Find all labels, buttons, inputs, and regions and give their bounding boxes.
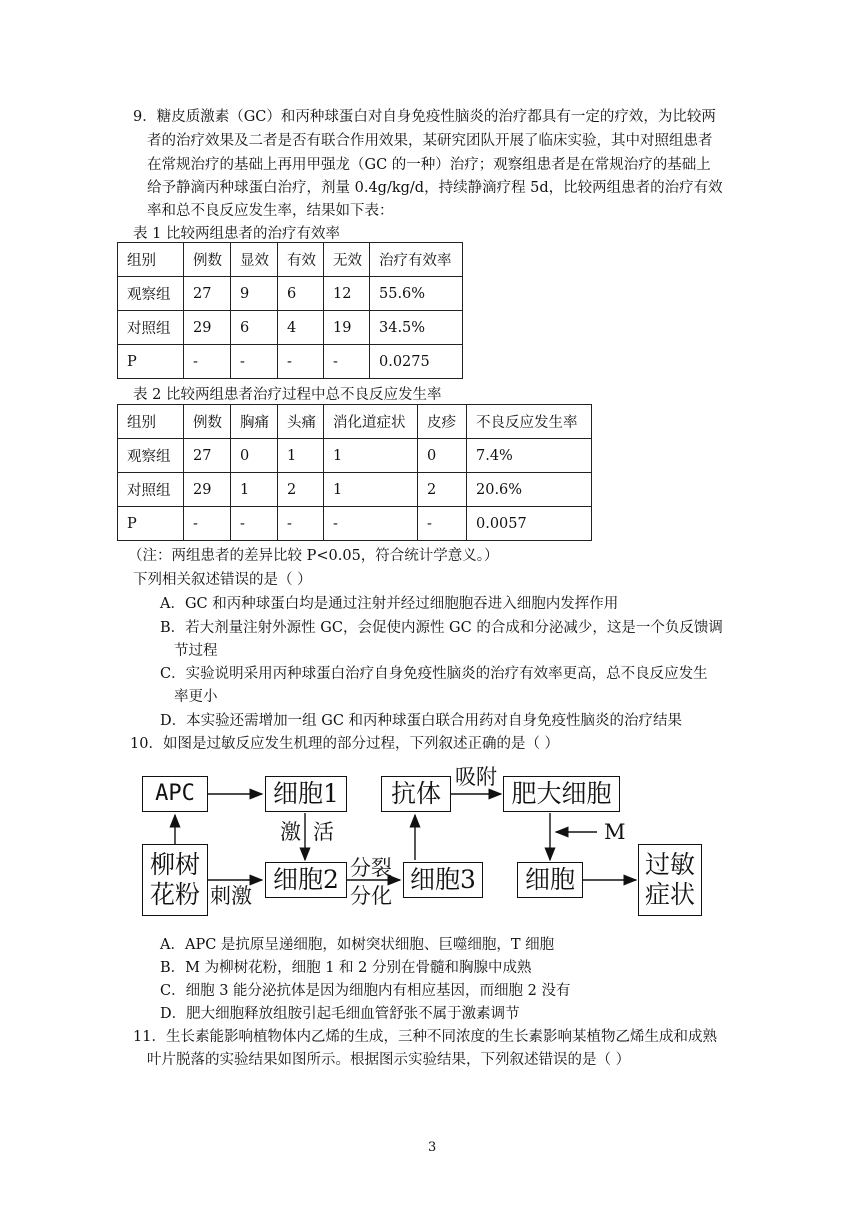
q9-stem-line-3: 在常规治疗的基础上再用甲强龙（GC 的一种）治疗；观察组患者是在常规治疗的基础上 [147, 157, 711, 173]
table2-cell: 1 [278, 439, 324, 473]
q9-stem-line-5: 率和总不良反应发生率，结果如下表： [147, 203, 394, 219]
q10-option-c: C．细胞 3 能分泌抗体是因为细胞内有相应基因，而细胞 2 没有 [160, 983, 571, 999]
table1-caption: 表 1 比较两组患者的治疗有效率 [133, 226, 340, 242]
table1-cell: 55.6% [370, 277, 463, 311]
allergy-symptom-label-1: 过敏 [644, 850, 695, 879]
q9-option-b-line-1: B．若大剂量注射外源性 GC，会促使内源性 GC 的合成和分泌减少，这是一个负反馈调 [160, 620, 723, 636]
table1-cell: P [118, 345, 184, 379]
q9-option-a: A．GC 和丙种球蛋白均是通过注射并经过细胞胞吞进入细胞内发挥作用 [160, 596, 619, 612]
cell2-box: 细胞2 [265, 862, 347, 898]
table2-cell: - [231, 507, 278, 541]
cell1-box: 细胞1 [265, 776, 347, 812]
table2-cell: 观察组 [118, 439, 184, 473]
willow-pollen-label-2: 花粉 [149, 880, 200, 909]
table2-cell: 2 [278, 473, 324, 507]
table2-cell: 0.0057 [467, 507, 592, 541]
willow-pollen-label-1: 柳树 [149, 850, 200, 879]
table2-cell: - [324, 507, 418, 541]
table2-header-cell: 皮疹 [418, 405, 467, 439]
table2-cell: - [418, 507, 467, 541]
split-label: 分裂 [350, 856, 392, 880]
table2-cell: 20.6% [467, 473, 592, 507]
q9-option-b-line-2: 节过程 [174, 643, 218, 659]
table1-cell: 6 [278, 277, 324, 311]
table2-cell: 27 [184, 439, 231, 473]
table1-cell: 0.0275 [370, 345, 463, 379]
table2-cell: 1 [324, 473, 418, 507]
table2-header-cell: 头痛 [278, 405, 324, 439]
table1-header-cell: 有效 [278, 243, 324, 277]
q9-option-d: D．本实验还需增加一组 GC 和丙种球蛋白联合用药对自身免疫性脑炎的治疗结果 [160, 713, 683, 729]
table2-header-cell: 不良反应发生率 [467, 405, 592, 439]
table1-cell: 29 [184, 311, 231, 345]
table2-header-cell: 组别 [118, 405, 184, 439]
q9-stem-line-2: 者的治疗效果及二者是否有联合作用效果，某研究团队开展了临床实验，其中对照组患者 [147, 133, 713, 149]
table2-cell: 2 [418, 473, 467, 507]
table1-cell: - [278, 345, 324, 379]
table1-cell: 4 [278, 311, 324, 345]
table1-header-cell: 例数 [184, 243, 231, 277]
mast-cell-box: 肥大细胞 [503, 776, 620, 812]
q10-option-a: A．APC 是抗原呈递细胞，如树突状细胞、巨噬细胞，T 细胞 [160, 937, 555, 953]
q9-prompt: 下列相关叙述错误的是（ ） [133, 572, 312, 588]
q9-stem-line-4: 给予静滴丙种球蛋白治疗，剂量 0.4g/kg/d，持续静滴疗程 5d，比较两组患者的治疗有效 [147, 180, 723, 196]
willow-pollen-box [142, 844, 208, 916]
table1-header-cell: 组别 [118, 243, 184, 277]
table1-cell: 9 [231, 277, 278, 311]
stimulate-label: 刺激 [210, 884, 252, 908]
table1-cell: 27 [184, 277, 231, 311]
cell3-box: 细胞3 [403, 862, 483, 898]
q9-note: （注：两组患者的差异比较 P<0.05，符合统计学意义。） [128, 548, 499, 564]
m-label: M [604, 820, 626, 844]
q10-option-d: D．肥大细胞释放组胺引起毛细血管舒张不属于激素调节 [160, 1006, 520, 1022]
q9-stem-line-1: 9．糖皮质激素（GC）和丙种球蛋白对自身免疫性脑炎的治疗都具有一定的疗效，为比较两 [133, 109, 716, 125]
antibody-box: 抗体 [381, 776, 451, 812]
activate-label-2: 活 [313, 820, 334, 844]
q9-option-c-line-1: C．实验说明采用丙种球蛋白治疗自身免疫性脑炎的治疗有效率更高，总不良反应发生 [160, 666, 708, 682]
table2-cell: - [278, 507, 324, 541]
table2-cell: 7.4% [467, 439, 592, 473]
table1-cell: 观察组 [118, 277, 184, 311]
table2-cell: 0 [231, 439, 278, 473]
table1-cell: 12 [324, 277, 370, 311]
table1-cell: 19 [324, 311, 370, 345]
apc-box: APC [142, 776, 208, 812]
table1-cell: - [184, 345, 231, 379]
table1-header-cell: 无效 [324, 243, 370, 277]
q10-stem: 10．如图是过敏反应发生机理的部分过程，下列叙述正确的是（ ） [130, 736, 560, 752]
table1-cell: 对照组 [118, 311, 184, 345]
table2-header-cell: 消化道症状 [324, 405, 418, 439]
allergy-symptom-label-2: 症状 [644, 880, 695, 909]
activate-label-1: 激 [280, 820, 301, 844]
table1-cell: - [324, 345, 370, 379]
table2-cell: 1 [231, 473, 278, 507]
table2-cell: 1 [324, 439, 418, 473]
adsorb-label: 吸附 [455, 765, 497, 789]
table1-header-cell: 显效 [231, 243, 278, 277]
table2-cell: - [184, 507, 231, 541]
table1-cell: 34.5% [370, 311, 463, 345]
table1-cell: 6 [231, 311, 278, 345]
table2-cell: 0 [418, 439, 467, 473]
cell-box: 细胞 [517, 862, 583, 898]
table2-caption: 表 2 比较两组患者治疗过程中总不良反应发生率 [133, 387, 442, 403]
table1-header-cell: 治疗有效率 [370, 243, 463, 277]
table2-header-cell: 例数 [184, 405, 231, 439]
table1-cell: - [231, 345, 278, 379]
table2-cell: 对照组 [118, 473, 184, 507]
q10-option-b: B．M 为柳树花粉，细胞 1 和 2 分别在骨髓和胸腺中成熟 [160, 960, 532, 976]
q9-option-c-line-2: 率更小 [174, 689, 218, 705]
differentiate-label: 分化 [350, 884, 392, 908]
q11-stem-line-1: 11．生长素能影响植物体内乙烯的生成，三种不同浓度的生长素影响某植物乙烯生成和成熟 [133, 1029, 717, 1045]
page-number: 3 [428, 1140, 437, 1155]
allergy-symptom-box [638, 844, 702, 916]
table2-cell: 29 [184, 473, 231, 507]
table2-header-cell: 胸痛 [231, 405, 278, 439]
table2-cell: P [118, 507, 184, 541]
q11-stem-line-2: 叶片脱落的实验结果如图所示。根据图示实验结果，下列叙述错误的是（ ） [147, 1052, 631, 1068]
